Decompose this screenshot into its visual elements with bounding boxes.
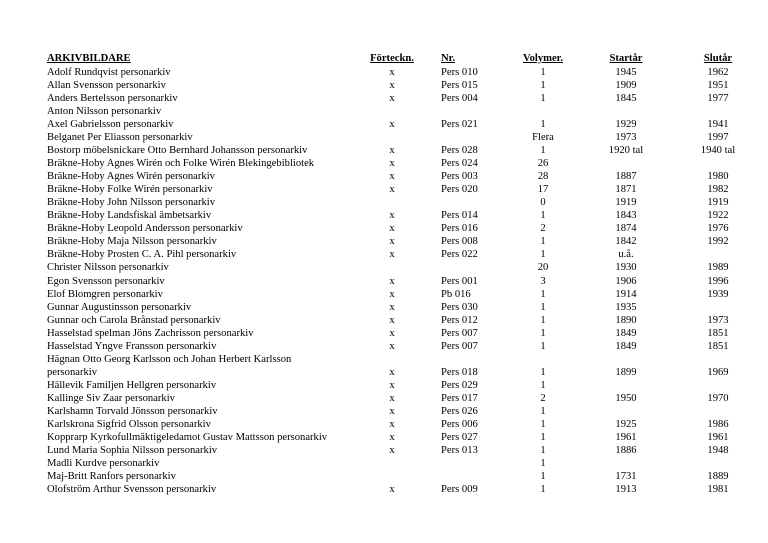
cell-nr: Pers 001 xyxy=(441,275,478,287)
cell-volymer: 3 xyxy=(540,275,546,287)
cell-slutar: 1992 xyxy=(707,236,729,248)
cell-nr: Pers 020 xyxy=(441,184,478,195)
cell-nr: Pers 028 xyxy=(441,144,478,156)
table-row xyxy=(0,79,768,92)
cell-arkivbildare: Olofström Arthur Svensson personarkiv xyxy=(47,484,217,496)
cell-arkivbildare: Maj-Britt Ranfors personarkiv xyxy=(47,471,176,483)
cell-nr: Pb 016 xyxy=(441,288,471,300)
cell-arkivbildare: Anders Bertelsson personarkiv xyxy=(47,92,178,104)
cell-nr: Pers 016 xyxy=(441,223,478,235)
cell-arkivbildare: Anton Nilsson personarkiv xyxy=(47,105,162,117)
cell-forteckn: x xyxy=(389,301,395,313)
header-volymer: Volymer. xyxy=(522,53,564,64)
cell-arkivbildare: Bostorp möbelsnickare Otto Bernhard Johansson personarkiv xyxy=(47,144,308,156)
cell-volymer: 1 xyxy=(540,92,546,104)
cell-nr: Pers 010 xyxy=(441,66,478,78)
table-header xyxy=(0,52,768,65)
cell-forteckn: x xyxy=(389,340,395,352)
cell-slutar: 1948 xyxy=(707,445,729,457)
cell-forteckn: x xyxy=(389,79,395,91)
cell-forteckn: x xyxy=(389,366,395,378)
cell-forteckn: x xyxy=(389,445,395,457)
cell-nr: Pers 030 xyxy=(441,301,478,313)
cell-nr: Pers 022 xyxy=(441,249,478,261)
cell-arkivbildare: Hasselstad Yngve Fransson personarkiv xyxy=(47,340,217,352)
table-row xyxy=(0,483,768,496)
table-row xyxy=(0,66,768,79)
cell-slutar: 1969 xyxy=(707,366,729,378)
cell-forteckn: x xyxy=(389,236,395,248)
cell-slutar: 1989 xyxy=(707,262,729,274)
cell-arkivbildare: Gunnar Augustinsson personarkiv xyxy=(47,301,192,313)
table-row xyxy=(0,340,768,353)
table-row xyxy=(0,379,768,392)
cell-forteckn: x xyxy=(389,118,395,130)
cell-volymer: 2 xyxy=(540,393,546,404)
cell-startar: 1925 xyxy=(615,419,637,431)
cell-forteckn: x xyxy=(389,275,395,287)
header-forteckn: Förteckn. xyxy=(370,53,414,64)
cell-volymer: 0 xyxy=(540,197,546,209)
cell-forteckn: x xyxy=(389,144,395,156)
cell-startar: 1731 xyxy=(615,471,637,483)
cell-volymer: 26 xyxy=(537,157,549,169)
cell-startar: 1886 xyxy=(615,445,637,457)
cell-startar: 1920 tal xyxy=(608,144,644,156)
cell-arkivbildare: Bräkne-Hoby Leopold Andersson personarkiv xyxy=(47,223,243,235)
cell-arkivbildare: Bräkne-Hoby Prosten C. A. Pihl personarkiv xyxy=(47,249,237,261)
cell-arkivbildare: Karlshamn Torvald Jönsson personarkiv xyxy=(47,406,218,418)
cell-arkivbildare: Bräkne-Hoby Agnes Wirén och Folke Wirén Blekingebibliotek xyxy=(47,157,315,169)
cell-arkivbildare: Bräkne-Hoby Maja Nilsson personarkiv xyxy=(47,236,217,248)
cell-forteckn: x xyxy=(389,432,395,444)
cell-forteckn: x xyxy=(389,406,395,418)
cell-arkivbildare: Hällevik Familjen Hellgren personarkiv xyxy=(47,379,217,391)
cell-volymer: 1 xyxy=(540,301,546,313)
header-slutar: Slutår xyxy=(703,53,733,64)
header-startar: Startår xyxy=(609,53,643,64)
cell-startar: 1843 xyxy=(615,210,637,222)
cell-slutar: 1970 xyxy=(707,393,729,404)
cell-startar: 1919 xyxy=(615,197,637,209)
table-row xyxy=(0,118,768,131)
cell-arkivbildare: Belganet Per Eliasson personarkiv xyxy=(47,131,193,143)
cell-forteckn: x xyxy=(389,249,395,261)
cell-arkivbildare: Kallinge Siv Zaar personarkiv xyxy=(47,393,175,404)
table-row xyxy=(0,222,768,235)
cell-volymer: 1 xyxy=(540,406,546,418)
cell-startar: 1849 xyxy=(615,340,637,352)
cell-volymer: Flera xyxy=(532,131,554,143)
cell-arkivbildare: Bräkne-Hoby Folke Wirén personarkiv xyxy=(47,184,213,195)
cell-volymer: 1 xyxy=(540,471,546,483)
cell-startar: 1930 xyxy=(615,262,637,274)
cell-volymer: 1 xyxy=(540,419,546,431)
cell-startar: 1945 xyxy=(615,66,637,78)
table-row xyxy=(0,366,768,379)
cell-startar: 1973 xyxy=(615,131,637,143)
cell-volymer: 1 xyxy=(540,210,546,222)
cell-forteckn: x xyxy=(389,184,395,195)
cell-slutar: 1982 xyxy=(707,184,729,195)
cell-volymer: 1 xyxy=(540,445,546,457)
cell-arkivbildare: Egon Svensson personarkiv xyxy=(47,275,165,287)
cell-arkivbildare: Karlskrona Sigfrid Olsson personarkiv xyxy=(47,419,211,431)
table-row xyxy=(0,431,768,444)
cell-volymer: 1 xyxy=(540,144,546,156)
cell-volymer: 1 xyxy=(540,379,546,391)
cell-forteckn: x xyxy=(389,419,395,431)
cell-startar: 1887 xyxy=(615,171,637,182)
cell-slutar: 1976 xyxy=(707,223,729,235)
cell-nr: Pers 026 xyxy=(441,406,478,418)
cell-nr: Pers 018 xyxy=(441,366,478,378)
cell-nr: Pers 003 xyxy=(441,171,478,182)
table-row xyxy=(0,275,768,288)
cell-arkivbildare: Bräkne-Hoby Agnes Wirén personarkiv xyxy=(47,171,215,182)
cell-volymer: 1 xyxy=(540,327,546,339)
table-row xyxy=(0,144,768,157)
cell-volymer: 1 xyxy=(540,249,546,261)
cell-slutar: 1977 xyxy=(707,92,729,104)
cell-nr: Pers 015 xyxy=(441,79,478,91)
cell-nr: Pers 029 xyxy=(441,379,478,391)
cell-slutar: 1961 xyxy=(707,432,729,444)
cell-forteckn: x xyxy=(389,223,395,235)
table-row xyxy=(0,183,768,196)
table-row xyxy=(0,314,768,327)
cell-nr: Pers 004 xyxy=(441,92,478,104)
cell-arkivbildare: Christer Nilsson personarkiv xyxy=(47,262,169,274)
cell-startar: 1909 xyxy=(615,79,637,91)
table-row xyxy=(0,327,768,340)
header-nr: Nr. xyxy=(441,53,456,64)
cell-volymer: 1 xyxy=(540,484,546,496)
table-row xyxy=(0,92,768,105)
table-row xyxy=(0,288,768,301)
table-row xyxy=(0,261,768,274)
cell-volymer: 1 xyxy=(540,79,546,91)
cell-volymer: 1 xyxy=(540,66,546,78)
cell-startar: 1929 xyxy=(615,118,637,130)
cell-nr: Pers 014 xyxy=(441,210,478,222)
cell-forteckn: x xyxy=(389,288,395,300)
cell-forteckn: x xyxy=(389,484,395,496)
cell-slutar: 1986 xyxy=(707,419,729,431)
cell-nr: Pers 012 xyxy=(441,314,478,326)
cell-forteckn: x xyxy=(389,92,395,104)
cell-startar: 1906 xyxy=(615,275,637,287)
cell-arkivbildare: Bräkne-Hoby John Nilsson personarkiv xyxy=(47,197,216,209)
cell-startar: 1899 xyxy=(615,366,637,378)
table-row xyxy=(0,196,768,209)
cell-startar: 1849 xyxy=(615,327,637,339)
cell-slutar: 1939 xyxy=(707,288,729,300)
cell-startar: 1842 xyxy=(615,236,637,248)
cell-startar: 1845 xyxy=(615,92,637,104)
cell-slutar: 1997 xyxy=(707,131,729,143)
cell-startar: 1890 xyxy=(615,314,637,326)
table-row xyxy=(0,301,768,314)
cell-slutar: 1973 xyxy=(707,314,729,326)
cell-arkivbildare: Adolf Rundqvist personarkiv xyxy=(47,66,171,78)
header-arkivbildare: ARKIVBILDARE xyxy=(47,53,131,64)
cell-arkivbildare: Hägnan Otto Georg Karlsson och Johan Herbert Karlsson xyxy=(47,353,292,365)
cell-startar: 1914 xyxy=(615,288,637,300)
cell-volymer: 1 xyxy=(540,366,546,378)
cell-arkivbildare: Gunnar och Carola Brånstad personarkiv xyxy=(47,314,221,326)
cell-forteckn: x xyxy=(389,157,395,169)
table-row xyxy=(0,235,768,248)
cell-forteckn: x xyxy=(389,393,395,404)
table-row xyxy=(0,470,768,483)
cell-volymer: 2 xyxy=(540,223,546,235)
cell-startar: 1871 xyxy=(615,184,637,195)
table-row xyxy=(0,418,768,431)
cell-forteckn: x xyxy=(389,314,395,326)
cell-nr: Pers 008 xyxy=(441,236,478,248)
cell-forteckn: x xyxy=(389,379,395,391)
cell-slutar: 1919 xyxy=(707,197,729,209)
cell-arkivbildare: Kopprarp Kyrkofullmäktigeledamot Gustav Mattsson personarkiv xyxy=(47,432,328,444)
cell-slutar: 1996 xyxy=(707,275,729,287)
cell-startar: 1874 xyxy=(615,223,637,235)
cell-arkivbildare: Allan Svensson personarkiv xyxy=(47,79,166,91)
cell-arkivbildare: Elof Blomgren personarkiv xyxy=(47,288,163,300)
table-row xyxy=(0,131,768,144)
cell-volymer: 28 xyxy=(537,171,549,182)
cell-nr: Pers 007 xyxy=(441,340,478,352)
cell-slutar: 1851 xyxy=(707,340,729,352)
cell-nr: Pers 027 xyxy=(441,432,478,444)
cell-slutar: 1851 xyxy=(707,327,729,339)
cell-forteckn: x xyxy=(389,327,395,339)
cell-nr: Pers 007 xyxy=(441,327,478,339)
table-row xyxy=(0,392,768,405)
cell-slutar: 1980 xyxy=(707,171,729,182)
cell-arkivbildare: Bräkne-Hoby Landsfiskal ämbetsarkiv xyxy=(47,210,212,222)
table-row xyxy=(0,248,768,261)
cell-volymer: 1 xyxy=(540,288,546,300)
cell-startar: 1961 xyxy=(615,432,637,444)
table-row xyxy=(0,353,768,366)
cell-slutar: 1889 xyxy=(707,471,729,483)
cell-slutar: 1940 tal xyxy=(700,144,736,156)
cell-startar: 1913 xyxy=(615,484,637,496)
cell-startar: 1950 xyxy=(615,393,637,404)
cell-nr: Pers 009 xyxy=(441,484,478,496)
cell-startar: 1935 xyxy=(615,301,637,313)
cell-slutar: 1981 xyxy=(707,484,729,496)
cell-nr: Pers 017 xyxy=(441,393,478,404)
cell-forteckn: x xyxy=(389,66,395,78)
table-row xyxy=(0,457,768,470)
cell-slutar: 1941 xyxy=(707,118,729,130)
cell-forteckn: x xyxy=(389,171,395,182)
cell-arkivbildare: Madli Kurdve personarkiv xyxy=(47,458,160,470)
cell-volymer: 1 xyxy=(540,314,546,326)
cell-slutar: 1922 xyxy=(707,210,729,222)
cell-volymer: 1 xyxy=(540,432,546,444)
cell-nr: Pers 024 xyxy=(441,157,478,169)
cell-volymer: 1 xyxy=(540,458,546,470)
cell-volymer: 17 xyxy=(537,184,549,195)
table-row xyxy=(0,209,768,222)
cell-arkivbildare: personarkiv xyxy=(47,366,98,378)
table-row xyxy=(0,405,768,418)
cell-arkivbildare: Axel Gabrielsson personarkiv xyxy=(47,118,174,130)
cell-arkivbildare: Lund Maria Sophia Nilsson personarkiv xyxy=(47,445,218,457)
table-row xyxy=(0,157,768,170)
cell-volymer: 1 xyxy=(540,340,546,352)
cell-volymer: 20 xyxy=(537,262,549,274)
cell-volymer: 1 xyxy=(540,236,546,248)
cell-nr: Pers 021 xyxy=(441,118,478,130)
cell-nr: Pers 006 xyxy=(441,419,478,431)
table-row xyxy=(0,170,768,183)
cell-forteckn: x xyxy=(389,210,395,222)
table-row xyxy=(0,444,768,457)
cell-volymer: 1 xyxy=(540,118,546,130)
cell-nr: Pers 013 xyxy=(441,445,478,457)
cell-slutar: 1962 xyxy=(707,66,729,78)
cell-arkivbildare: Hasselstad spelman Jöns Zachrisson personarkiv xyxy=(47,327,254,339)
cell-startar: u.å. xyxy=(618,249,634,261)
table-row xyxy=(0,105,768,118)
cell-slutar: 1951 xyxy=(707,79,729,91)
